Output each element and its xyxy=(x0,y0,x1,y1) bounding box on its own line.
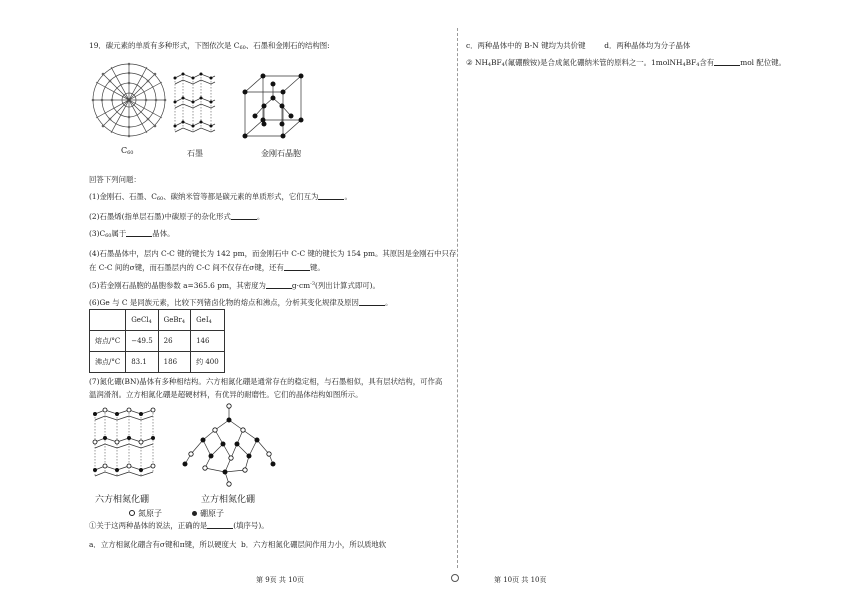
hexagonal-bn-image xyxy=(89,406,165,490)
c60-caption: $C_{60}$ xyxy=(121,146,134,156)
answer-blank-3[interactable] xyxy=(126,228,152,237)
c60-structure-image xyxy=(89,60,169,140)
table-cell: 沸点/°C xyxy=(90,352,126,373)
answer-intro: 回答下列问题： xyxy=(89,175,141,184)
answer-blank-2[interactable] xyxy=(231,211,257,220)
question-4-line-2: 在 C-C 间的σ键，而石墨层内的 C-C 间不仅存在σ键，还有 键。 xyxy=(89,263,325,272)
question-3: $(3)C_{60}$属于 晶体。 xyxy=(89,229,175,239)
table-row xyxy=(90,331,225,352)
cubic-bn-caption: 立方相氮化硼 xyxy=(201,495,256,505)
page-number-right: 第 10页 共 10页 xyxy=(494,576,547,584)
options-a-b xyxy=(89,539,454,550)
germanium-halides-table xyxy=(89,309,225,373)
table-header-cell xyxy=(90,310,126,331)
table-cell: −49.5 xyxy=(126,331,158,352)
table-header-cell: GeBr$_4$ xyxy=(158,310,190,331)
question-7-line-1: (7)氮化硼(BN)晶体有多种相结构。六方相氮化硼是通常存在的稳定相，与石墨相似，具有层状结构，可作高 xyxy=(89,377,443,386)
answer-blank-4[interactable] xyxy=(284,262,310,271)
binding-circle-icon xyxy=(451,574,459,582)
question-2: (2)石墨烯(指单层石墨)中碳原子的杂化形式 。 xyxy=(89,212,265,221)
hexagonal-bn-caption: 六方相氮化硼 xyxy=(95,495,150,505)
question-19-intro: 19．碳元素的单质有多种形式，下图依次是 $C_{60}$、石墨和金刚石的结构图: xyxy=(89,41,330,51)
answer-blank-6[interactable] xyxy=(359,297,385,306)
table-cell: 146 xyxy=(191,331,225,352)
table-header-row xyxy=(90,310,225,331)
question-7-1: ①关于这两种晶体的说法，正确的是 (填序号)。 xyxy=(89,521,269,530)
page-number-left: 第 9页 共 10页 xyxy=(256,576,305,584)
table-header-cell: GeI$_4$ xyxy=(191,310,225,331)
option-d: d．两种晶体均为分子晶体 xyxy=(604,41,691,50)
table-row xyxy=(90,352,225,373)
table-cell: 26 xyxy=(158,331,190,352)
question-7-2: ② $NH_4BF_4$(氟硼酸铵)是合成氮化硼纳米管的原料之一。$1molNH_4BF_4$含有 mol 配位键。 xyxy=(466,58,786,68)
right-column xyxy=(466,40,826,71)
answer-blank-7-1[interactable] xyxy=(207,520,233,529)
options-c-d xyxy=(466,40,826,51)
carbon-structures-figure xyxy=(89,54,454,159)
legend-boron: 硼原子 xyxy=(192,508,224,519)
question-4-line-1: (4)石墨晶体中，层内 C-C 键的键长为 142 pm，而金刚石中 C-C 键的键长为 154 pm。其原因是金刚石中只存 xyxy=(89,249,457,258)
boron-nitride-figure xyxy=(89,402,454,520)
option-b: b．六方相氮化硼层间作用力小，所以质地软 xyxy=(241,540,387,549)
option-c: c．两种晶体中的 B-N 键均为共价键 xyxy=(466,41,586,50)
answer-blank-1[interactable] xyxy=(318,191,344,200)
cubic-bn-image xyxy=(181,402,277,488)
column-divider xyxy=(457,28,458,568)
left-column xyxy=(89,40,457,550)
table-header-cell: GeCl$_4$ xyxy=(126,310,158,331)
legend-nitrogen: 氮原子 xyxy=(129,508,162,519)
graphite-caption: 石墨 xyxy=(187,149,203,158)
open-circle-icon xyxy=(129,510,135,516)
graphite-structure-image xyxy=(171,72,219,138)
answer-blank-5[interactable] xyxy=(266,280,292,289)
question-1: (1)金刚石、石墨、$C_{60}$、碳纳米管等都是碳元素的单质形式，它们互为 。 xyxy=(89,192,352,202)
table-cell: 约 400 xyxy=(191,352,225,373)
table-cell: 83.1 xyxy=(126,352,158,373)
diamond-caption: 金刚石晶胞 xyxy=(261,149,301,158)
question-5: (5)若金刚石晶胞的晶胞参数 a=365.6 pm，其密度为 $g\cdot cm^{-3}$(列出计算式即可)。 xyxy=(89,281,380,290)
answer-blank-7-2[interactable] xyxy=(714,57,740,66)
question-7-line-2: 温润滑剂。立方相氮化硼是超硬材料，有优异的耐磨性。它们的晶体结构如图所示。 xyxy=(89,390,363,399)
option-a: a．立方相氮化硼含有σ键和π键，所以硬度大 xyxy=(89,540,237,549)
table-cell: 熔点/°C xyxy=(90,331,126,352)
table-cell: 186 xyxy=(158,352,190,373)
filled-circle-icon xyxy=(192,511,197,516)
diamond-cell-structure-image xyxy=(239,72,309,140)
question-6: (6)Ge 与 C 是同族元素，比较下列锗卤化物的熔点和沸点，分析其变化规律及原因 。 xyxy=(89,298,393,307)
